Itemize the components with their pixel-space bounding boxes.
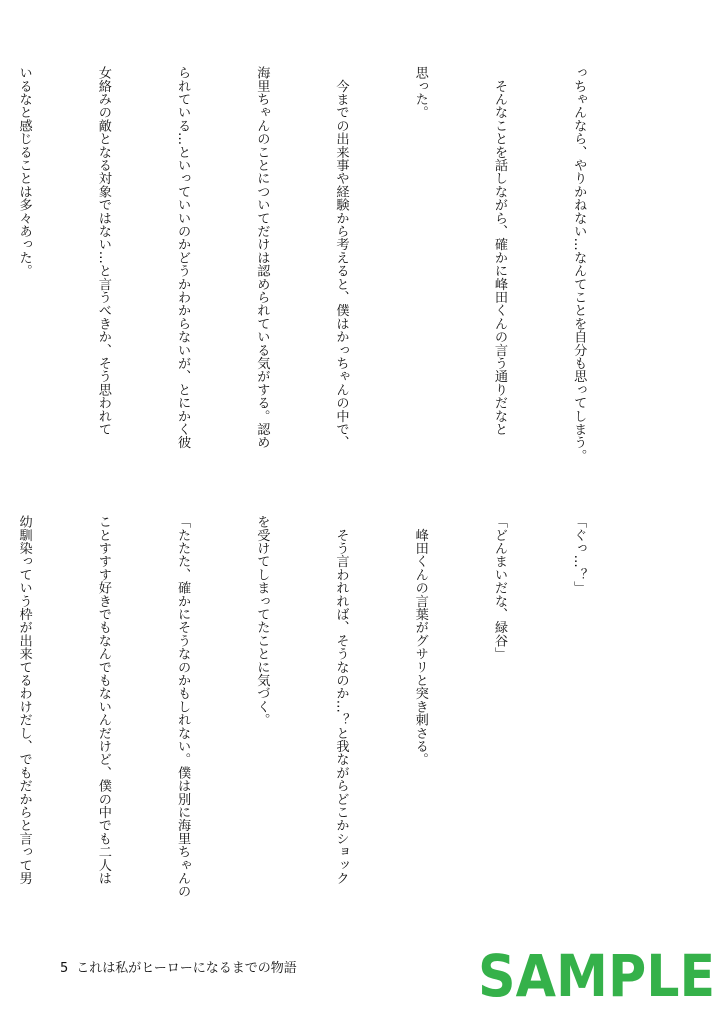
text-line: 今までの出来事や経験から考えると、僕はかっちゃんの中で、 [333, 66, 349, 449]
sample-watermark: SAMPLE [478, 942, 716, 1010]
text-line: っちゃんなら、やりかねない…なんてことを自分も思ってしまう。 [571, 66, 587, 462]
text-line: そう言われれば、そうなのか…？と我ながらどこかショック [333, 515, 349, 885]
text-line: 海里ちゃんのことについてだけは認められている気がする。認め [254, 66, 270, 449]
text-line: 「どんまいだな、緑谷」 [491, 515, 507, 661]
text-line: 幼馴染っていう枠が出来てるわけだし、でもだからと言って男 [16, 515, 32, 885]
text-block-top [16, 66, 644, 498]
text-line: ことすすす好きでもなんでもないんだけど、僕の中でも二人は [95, 515, 111, 885]
text-line: 思った。 [412, 66, 428, 119]
page-footer [60, 961, 297, 977]
text-line: そんなことを話しながら、確かに峰田くんの言う通りだなと [491, 66, 507, 436]
text-line: 「ぐっ…？」 [571, 515, 587, 595]
text-line: られている…といっていいのかどうかわからないが、とにかく彼 [175, 66, 191, 449]
text-line: を受けてしまってたことに気づく。 [254, 515, 270, 727]
text-line: いるなと感じることは多々あった。 [16, 66, 32, 278]
text-line: 女絡みの敵となる対象ではない…と言うべきか、そう思われて [95, 66, 111, 436]
text-line: 峰田くんの言葉がグサリと突き刺さる。 [412, 515, 428, 766]
page-number: 5 [60, 961, 69, 976]
text-block-bottom [16, 515, 644, 947]
book-title: これは私がヒーローになるまでの物語 [76, 961, 297, 976]
text-line: 「たたた、確かにそうなのかもしれない。僕は別に海里ちゃんの [175, 515, 191, 898]
